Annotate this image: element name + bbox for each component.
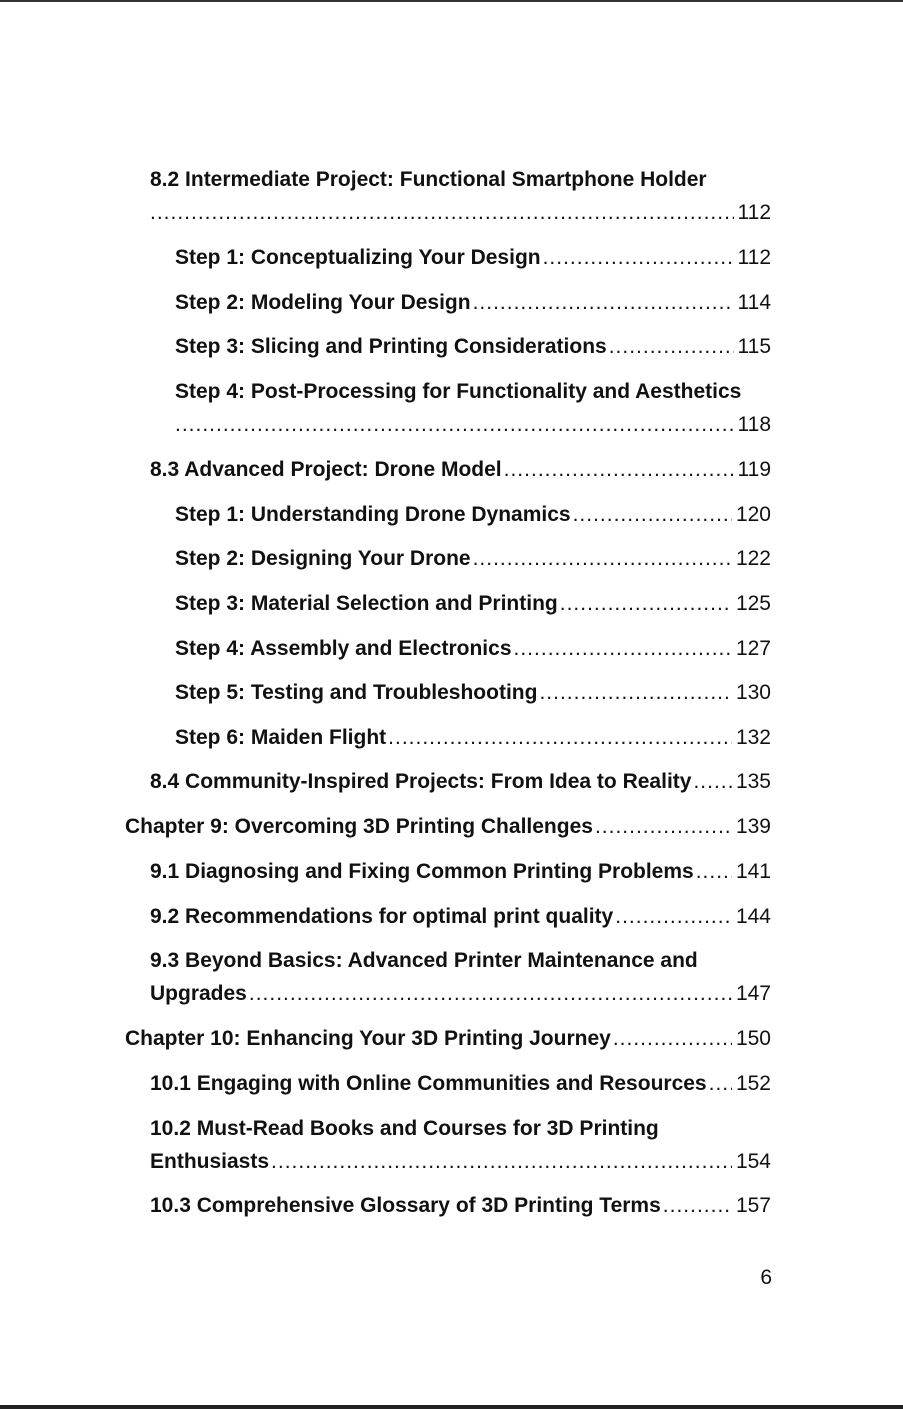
toc-entry-page: 147: [735, 982, 771, 1005]
toc-entry-title: Step 1: Conceptualizing Your Design: [175, 246, 541, 269]
toc-entry-step-5-testing[interactable]: [175, 681, 771, 705]
dot-leader: [693, 770, 732, 794]
toc-entry-page: 132: [735, 726, 771, 749]
toc-entry-page: 154: [735, 1150, 771, 1173]
toc-entry-title: 8.2 Intermediate Project: Functional Smartphone Holder: [150, 168, 707, 191]
dot-leader: [663, 1194, 732, 1218]
dot-leader: [539, 681, 732, 705]
toc-entry-title: 9.3 Beyond Basics: Advanced Printer Maintenance and: [150, 949, 698, 972]
toc-entry-chapter-9[interactable]: [125, 815, 771, 839]
toc-entry-chapter-10[interactable]: [125, 1027, 771, 1051]
toc-entry-8-3[interactable]: [150, 458, 771, 482]
toc-entry-title: Chapter 9: Overcoming 3D Printing Challenges: [125, 815, 593, 838]
toc-entry-title: 10.3 Comprehensive Glossary of 3D Printing Terms: [150, 1194, 661, 1217]
toc-entry-title: Step 3: Slicing and Printing Considerations: [175, 335, 607, 358]
toc-entry-step-4-assembly[interactable]: [175, 637, 771, 661]
toc-entry-8-2[interactable]: [150, 168, 771, 225]
toc-entry-step-1-drone-dynamics[interactable]: [175, 503, 771, 527]
toc-entry-page: 125: [735, 592, 771, 615]
toc-entry-title: 9.1 Diagnosing and Fixing Common Printing Problems: [150, 860, 694, 883]
dot-leader: [271, 1150, 732, 1174]
page-number: 6: [760, 1266, 772, 1289]
toc-entry-page: 115: [737, 335, 771, 358]
toc-entry-page: 127: [735, 637, 771, 660]
toc-entry-title: 9.2 Recommendations for optimal print quality: [150, 905, 614, 928]
toc-entry-page: 112: [737, 201, 771, 224]
toc-entry-title-continued: Enthusiasts: [150, 1150, 270, 1173]
toc-entry-title: Step 4: Post-Processing for Functionality and Aesthetics: [175, 380, 742, 403]
dot-leader: [175, 413, 734, 437]
toc-entry-page: 119: [737, 458, 771, 481]
toc-entry-step-6-maiden-flight[interactable]: [175, 726, 771, 750]
toc-entry-title: Step 5: Testing and Troubleshooting: [175, 681, 538, 704]
toc-entry-page: 120: [735, 503, 771, 526]
toc-entry-step-4-post-processing[interactable]: [175, 380, 771, 437]
dot-leader: [615, 905, 732, 929]
toc-entry-page: 152: [735, 1072, 771, 1095]
toc-entry-page: 157: [735, 1194, 771, 1217]
dot-leader: [613, 1027, 732, 1051]
toc-entry-step-3-material-selection[interactable]: [175, 592, 771, 616]
toc-entry-page: 130: [735, 681, 771, 704]
toc-entry-title: Step 1: Understanding Drone Dynamics: [175, 503, 571, 526]
toc-entry-9-1[interactable]: [150, 860, 771, 884]
toc-entry-title: Chapter 10: Enhancing Your 3D Printing Journey: [125, 1027, 611, 1050]
dot-leader: [560, 592, 732, 616]
toc-entry-page: 118: [737, 413, 771, 436]
toc-entry-title: Step 2: Modeling Your Design: [175, 291, 471, 314]
dot-leader: [543, 246, 734, 270]
toc-entry-9-2[interactable]: [150, 905, 771, 929]
toc-entry-10-1[interactable]: [150, 1072, 771, 1096]
toc-entry-page: 135: [735, 770, 771, 793]
dot-leader: [150, 201, 734, 225]
toc-entry-page: 122: [735, 547, 771, 570]
toc-entry-page: 114: [737, 291, 771, 314]
dot-leader: [473, 547, 732, 571]
page-bottom-border: [0, 1405, 903, 1409]
toc-entry-9-3[interactable]: [150, 949, 771, 1006]
toc-entry-title: Step 2: Designing Your Drone: [175, 547, 471, 570]
toc-entry-title: 10.1 Engaging with Online Communities and Resources: [150, 1072, 707, 1095]
toc-entry-page: 144: [735, 905, 771, 928]
toc-entry-page: 141: [735, 860, 771, 883]
toc-entry-page: 112: [737, 246, 771, 269]
dot-leader: [249, 982, 732, 1006]
toc-entry-title: Step 4: Assembly and Electronics: [175, 637, 512, 660]
toc-entry-step-2-designing-drone[interactable]: [175, 547, 771, 571]
dot-leader: [473, 291, 734, 315]
toc-entry-10-3[interactable]: [150, 1194, 771, 1218]
toc-entry-title: 8.3 Advanced Project: Drone Model: [150, 458, 502, 481]
toc-entry-step-2-modeling[interactable]: [175, 291, 771, 315]
dot-leader: [514, 637, 732, 661]
toc-entry-8-4[interactable]: [150, 770, 771, 794]
dot-leader: [696, 860, 732, 884]
toc-entry-title: 10.2 Must-Read Books and Courses for 3D Printing: [150, 1117, 659, 1140]
dot-leader: [709, 1072, 732, 1096]
dot-leader: [609, 335, 734, 359]
toc-entry-title: Step 6: Maiden Flight: [175, 726, 387, 749]
toc-entry-title: 8.4 Community-Inspired Projects: From Idea to Reality: [150, 770, 692, 793]
dot-leader: [504, 458, 734, 482]
dot-leader: [573, 503, 732, 527]
toc-entry-title: Step 3: Material Selection and Printing: [175, 592, 558, 615]
toc-entry-title-continued: Upgrades: [150, 982, 247, 1005]
toc-entry-step-1-conceptualizing[interactable]: [175, 246, 771, 270]
toc-entry-step-3-slicing[interactable]: [175, 335, 771, 359]
dot-leader: [388, 726, 732, 750]
toc-entry-10-2[interactable]: [150, 1117, 771, 1174]
toc-entry-page: 139: [735, 815, 771, 838]
dot-leader: [595, 815, 732, 839]
toc-entry-page: 150: [735, 1027, 771, 1050]
